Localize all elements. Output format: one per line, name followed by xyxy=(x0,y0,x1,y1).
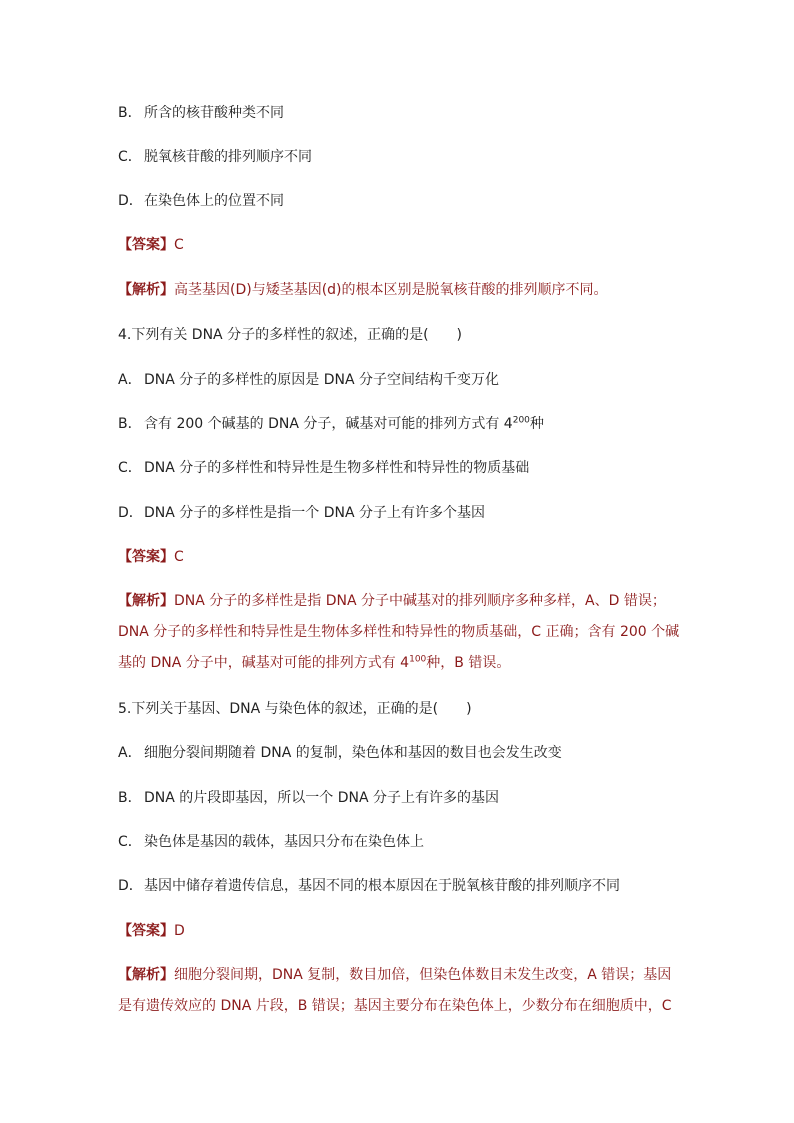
q3-answer: 【答案】C xyxy=(118,237,184,253)
q4-option-a: A． DNA 分子的多样性的原因是 DNA 分子空间结构千变万化 xyxy=(118,372,500,388)
q4-analysis: 【解析】DNA 分子的多样性是指 DNA 分子中碱基对的排列顺序多种多样，A、D 错误；DNA 分子的多样性和特异性是生物体多样性和特异性的物质基础，C 正确；含有 200 个碱基的 DNA 分子中，碱基对可能的排列方式有 $4^{100}$种，B 错误。 xyxy=(118,593,680,671)
q5-analysis: 【解析】细胞分裂间期，DNA 复制，数目加倍，但染色体数目未发生改变，A 错误；基因是有遗传效应的 DNA 片段，B 错误；基因主要分布在染色体上，少数分布在细胞质中，C xyxy=(118,967,672,1014)
q3-option-c: C． 脱氧核苷酸的排列顺序不同 xyxy=(118,149,312,165)
q4-option-c: C． DNA 分子的多样性和特异性是生物多样性和特异性的物质基础 xyxy=(118,460,530,476)
q4-answer: 【答案】C xyxy=(118,549,184,565)
q4-option-d: D．DNA 分子的多样性是指一个 DNA 分子上有许多个基因 xyxy=(118,505,486,521)
q3-analysis: 【解析】高茎基因(D)与矮茎基因(d)的根本区别是脱氧核苷酸的排列顺序不同。 xyxy=(118,282,608,298)
q4-stem: 4.下列有关 DNA 分子的多样性的叙述，正确的是( ) xyxy=(118,327,463,343)
q3-option-b: B． 所含的核苷酸种类不同 xyxy=(118,105,284,121)
q5-option-a: A． 细胞分裂间期随着 DNA 的复制，染色体和基因的数目也会发生改变 xyxy=(118,745,562,761)
q4-option-b: B． 含有 200 个碱基的 DNA 分子，碱基对可能的排列方式有 $4^{200}$种 xyxy=(118,415,544,432)
q5-option-b: B． DNA 的片段即基因，所以一个 DNA 分子上有许多的基因 xyxy=(118,790,500,806)
q5-answer: 【答案】D xyxy=(118,923,185,939)
q5-option-d: D．基因中储存着遗传信息，基因不同的根本原因在于脱氧核苷酸的排列顺序不同 xyxy=(118,878,620,894)
q5-stem: 5.下列关于基因、DNA 与染色体的叙述，正确的是( ) xyxy=(118,701,472,717)
q5-option-c: C． 染色体是基因的载体，基因只分布在染色体上 xyxy=(118,834,424,850)
q3-option-d: D．在染色体上的位置不同 xyxy=(118,193,284,209)
